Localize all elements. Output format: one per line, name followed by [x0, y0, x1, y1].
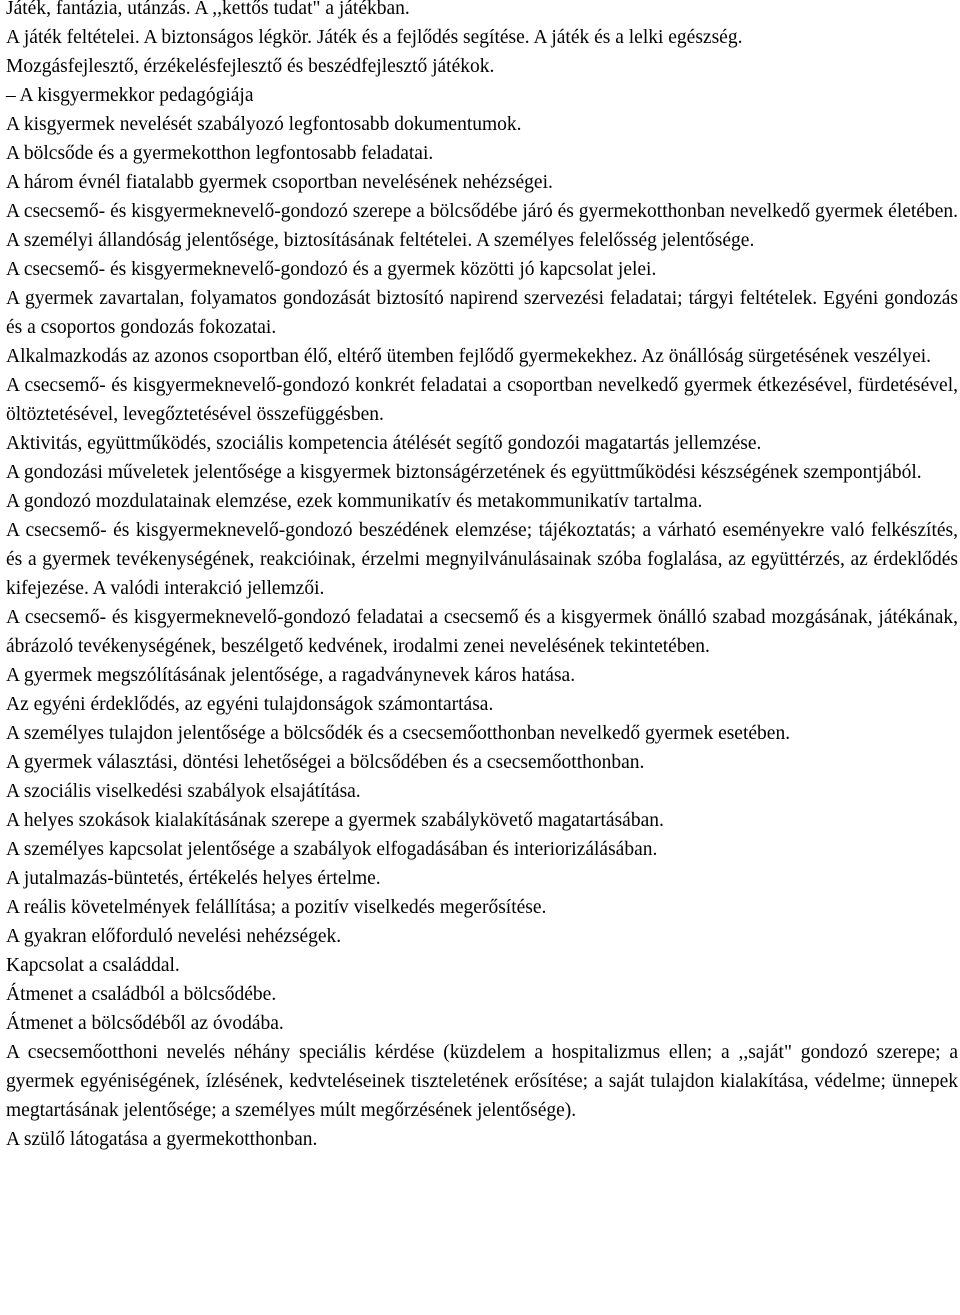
paragraph: A csecsemő- és kisgyermeknevelő-gondozó feladatai a csecsemő és a kisgyermek önálló szabad mozgásának, játékának, ábrázoló tevékenységének, beszélgető kedvének, irodalmi zenei nevelésének tekintetében. — [6, 607, 958, 657]
paragraph: Aktivitás, együttműködés, szociális kompetencia átélését segítő gondozói magatartás jellemzése. — [6, 433, 762, 454]
paragraph: A bölcsőde és a gyermekotthon legfontosabb feladatai. — [6, 143, 434, 164]
paragraph: A helyes szokások kialakításának szerepe a gyermek szabálykövető magatartásában. — [6, 810, 664, 831]
paragraph: Alkalmazkodás az azonos csoportban élő, eltérő ütemben fejlődő gyermekekhez. Az önállóság sürgetésének veszélyei. — [6, 346, 932, 367]
document-page — [6, 0, 958, 1154]
paragraph: A csecsemő- és kisgyermeknevelő-gondozó szerepe a bölcsődébe járó és gyermekotthonban nevelkedő gyermek életében. A személyi állandóság jelentősége, biztosításának feltételei. A személyes felelősség jelentősége. — [6, 201, 958, 251]
paragraph: Mozgásfejlesztő, érzékelésfejlesztő és beszédfejlesztő játékok. — [6, 56, 495, 77]
paragraph: A személyes tulajdon jelentősége a bölcsődék és a csecsemőotthonban nevelkedő gyermek esetében. — [6, 723, 791, 744]
paragraph: A gyermek választási, döntési lehetőségei a bölcsődében és a csecsemőotthonban. — [6, 752, 645, 773]
paragraph: A csecsemő- és kisgyermeknevelő-gondozó és a gyermek közötti jó kapcsolat jelei. — [6, 259, 657, 280]
paragraph: A gyermek megszólításának jelentősége, a ragadványnevek káros hatása. — [6, 665, 576, 686]
paragraph: A gyakran előforduló nevelési nehézségek. — [6, 926, 342, 947]
paragraph: A játék feltételei. A biztonságos légkör. Játék és a fejlődés segítése. A játék és a lelki egészség. — [6, 27, 743, 48]
paragraph: A kisgyermek nevelését szabályozó legfontosabb dokumentumok. — [6, 114, 522, 135]
paragraph: Átmenet a családból a bölcsődébe. — [6, 984, 277, 1005]
paragraph: Játék, fantázia, utánzás. A ,,kettős tudat" a játékban. — [6, 0, 410, 19]
section-heading: – A kisgyermekkor pedagógiája — [6, 85, 254, 106]
paragraph: A gondozó mozdulatainak elemzése, ezek kommunikatív és metakommunikatív tartalma. — [6, 491, 703, 512]
paragraph: A csecsemő- és kisgyermeknevelő-gondozó konkrét feladatai a csoportban nevelkedő gyermek étkezésével, fürdetésével, öltöztetésével, levegőztetésével összefüggésben. — [6, 375, 958, 425]
paragraph: A gondozási műveletek jelentősége a kisgyermek biztonságérzetének és együttműködési készségének szempontjából. — [6, 462, 922, 483]
paragraph: A három évnél fiatalabb gyermek csoportban nevelésének nehézségei. — [6, 172, 553, 193]
paragraph: A jutalmazás-büntetés, értékelés helyes értelme. — [6, 868, 381, 889]
paragraph: A szülő látogatása a gyermekotthonban. — [6, 1129, 318, 1150]
paragraph: Kapcsolat a családdal. — [6, 955, 180, 976]
paragraph: Az egyéni érdeklődés, az egyéni tulajdonságok számontartása. — [6, 694, 494, 715]
paragraph: A személyes kapcsolat jelentősége a szabályok elfogadásában és interiorizálásában. — [6, 839, 658, 860]
paragraph: A gyermek zavartalan, folyamatos gondozását biztosító napirend szervezési feladatai; tárgyi feltételek. Egyéni gondozás és a csoportos gondozás fokozatai. — [6, 288, 958, 338]
paragraph: A reális követelmények felállítása; a pozitív viselkedés megerősítése. — [6, 897, 547, 918]
paragraph: Átmenet a bölcsődéből az óvodába. — [6, 1013, 284, 1034]
paragraph: A csecsemő- és kisgyermeknevelő-gondozó beszédének elemzése; tájékoztatás; a várható eseményekre való felkészítés, és a gyermek tevékenységének, reakcióinak, érzelmi megnyilvánulásainak szóba foglalása, az együttérzés, az érdeklődés kifejezése. A valódi interakció jellemzői. — [6, 520, 958, 599]
paragraph: A csecsemőotthoni nevelés néhány speciális kérdése (küzdelem a hospitalizmus ellen; a ,,saját" gondozó szerepe; a gyermek egyéniségének, ízlésének, kedvteléseinek tiszteletének erősítése; a saját tulajdon kialakítása, védelme; ünnepek megtartásának jelentősége; a személyes múlt megőrzésének jelentősége). — [6, 1042, 958, 1121]
paragraph: A szociális viselkedési szabályok elsajátítása. — [6, 781, 361, 802]
